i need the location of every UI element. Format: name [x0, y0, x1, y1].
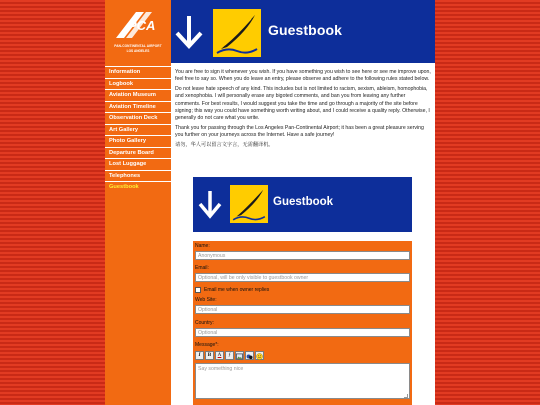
sidebar-nav: [105, 66, 171, 193]
site-logo[interactable]: [105, 0, 171, 63]
country-label: Country:: [195, 320, 214, 326]
rules-paragraph: Do not leave hate speech of any kind. This includes but is not limited to racism, sexism, ableism, homophobia, and xenophobia. I will personally erase any bigoted comments, and ban you from leaving any further comments. For best results, I would suggest you take the time and go through a majority of the site before signing; this way you could have something worth writing about, and I could receive a quality reply. Otherwise, I generally do not care what you write.: [175, 86, 430, 121]
sidebar-item-logbook[interactable]: Logbook: [105, 78, 171, 90]
website-label: Web Site:: [195, 297, 217, 303]
font-color-icon[interactable]: A: [215, 351, 224, 360]
sidebar-item-telephones[interactable]: Telephones: [105, 170, 171, 182]
logo-line-2: LOS ANGELES: [126, 49, 150, 53]
country-field[interactable]: [195, 328, 410, 337]
sidebar-item-observation-deck[interactable]: Observation Deck: [105, 112, 171, 124]
sidebar-item-information[interactable]: Information: [105, 66, 171, 78]
sidebar-item-aviation-museum[interactable]: Aviation Museum: [105, 89, 171, 101]
image-icon[interactable]: [235, 351, 244, 360]
website-field[interactable]: [195, 305, 410, 314]
form-banner-title: Guestbook: [273, 196, 334, 208]
italic-icon[interactable]: I: [195, 351, 204, 360]
email-label: Email:: [195, 265, 209, 271]
link-icon[interactable]: [245, 351, 254, 360]
textarea-resize-handle[interactable]: [404, 394, 408, 398]
message-textarea[interactable]: [195, 363, 410, 399]
sidebar-item-guestbook[interactable]: Guestbook: [105, 181, 171, 193]
quill-pen-icon: [213, 9, 261, 57]
font-icon[interactable]: ƒ: [225, 351, 234, 360]
sidebar-item-lost-luggage[interactable]: Lost Luggage: [105, 158, 171, 170]
sidebar: [105, 0, 171, 405]
down-arrow-icon: [198, 189, 222, 219]
name-label: Name:: [195, 243, 210, 249]
page-header: [171, 0, 435, 63]
sidebar-item-art-gallery[interactable]: Art Gallery: [105, 124, 171, 136]
logo-line-1: PAN-CONTINENTAL AIRPORT: [114, 44, 162, 48]
down-arrow-icon: [174, 14, 204, 50]
sidebar-item-aviation-timeline[interactable]: Aviation Timeline: [105, 101, 171, 113]
guestbook-form: [193, 241, 412, 405]
email-field[interactable]: [195, 273, 410, 282]
bold-icon[interactable]: B: [205, 351, 214, 360]
chinese-note: 请勿，华人可以留言文字言，无需翻译机。: [175, 142, 274, 149]
logo-mark-text: PCA: [128, 18, 156, 33]
guestbook-form-banner: [193, 177, 412, 232]
message-label: Message*:: [195, 342, 219, 348]
quill-pen-icon: [230, 185, 268, 223]
thanks-paragraph: Thank you for passing through the Los Angeles Pan-Continental Airport; it has been a great pleasure serving you further on your journeys across the Internet. Have a safe journey!: [175, 125, 424, 139]
page-title: Guestbook: [268, 22, 343, 38]
page-container: [105, 0, 435, 405]
sidebar-item-departure-board[interactable]: Departure Board: [105, 147, 171, 159]
intro-paragraph-1: You are free to sign it whenever you wish. If you have something you wish to see here or see me improve upon, feel free to say so. When you do leave an entry, please observe and adhere to the following rules stated below.: [175, 69, 431, 83]
name-field[interactable]: [195, 251, 410, 260]
sidebar-item-photo-gallery[interactable]: Photo Gallery: [105, 135, 171, 147]
email-replies-checkbox[interactable]: [195, 287, 201, 293]
intro-text: [175, 69, 431, 153]
email-replies-label: Email me when owner replies: [204, 287, 270, 293]
emoji-icon[interactable]: [255, 351, 264, 360]
pca-logo-icon: [114, 10, 162, 40]
